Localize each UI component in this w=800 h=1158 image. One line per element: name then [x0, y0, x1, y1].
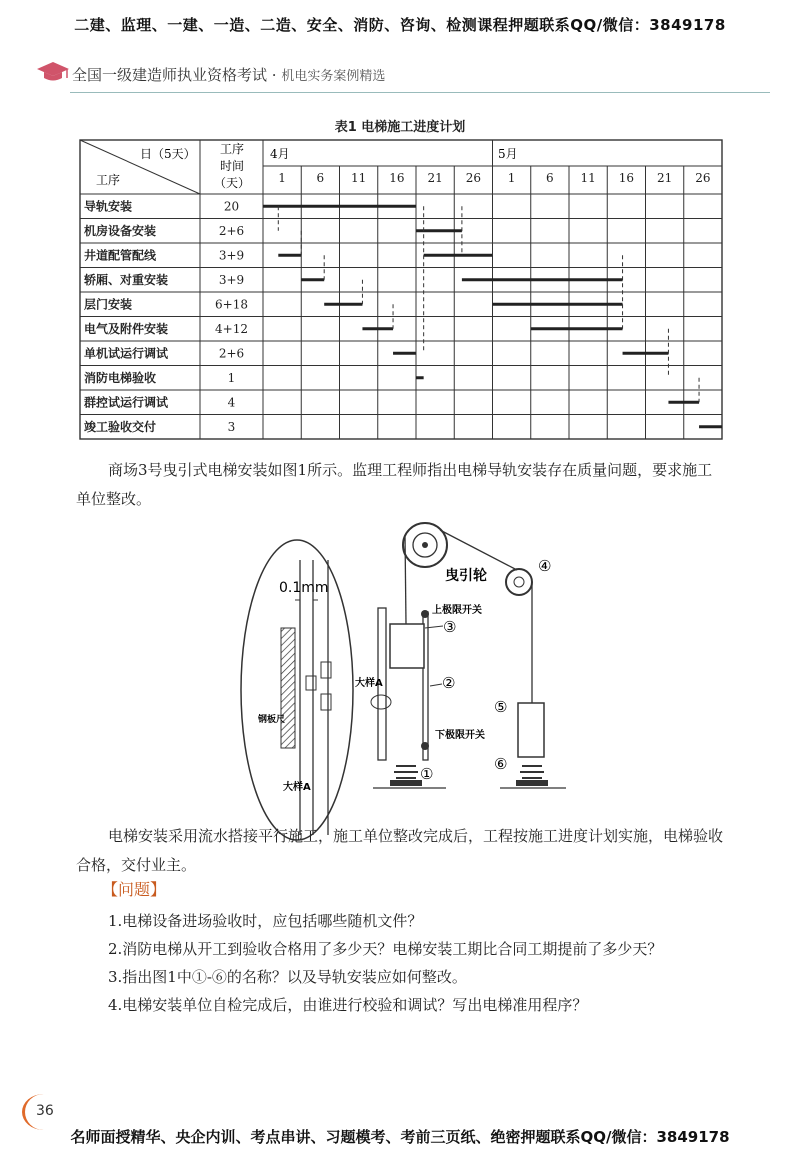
- task-name: 竣工验收交付: [84, 419, 157, 434]
- marker-5: ⑤: [494, 698, 508, 716]
- task-name: 轿厢、对重安装: [84, 272, 169, 287]
- task-name: 导轨安装: [84, 199, 133, 214]
- marker-1: ①: [420, 765, 434, 783]
- elevator-figure: [241, 523, 566, 840]
- title-separator: ·: [271, 66, 277, 84]
- gap-label: 0.1mm: [279, 580, 329, 596]
- marker-3: ③: [443, 618, 457, 636]
- top-banner: 二建、监理、一建、一造、二造、安全、消防、咨询、检测课程押题联系QQ/微信：3849178: [74, 16, 726, 34]
- lower-limit-switch: [421, 742, 429, 750]
- task-name: 机房设备安装: [84, 223, 157, 238]
- detail-a-marker-label: 大样A: [355, 678, 383, 689]
- day-label: 1: [507, 171, 516, 185]
- task-duration: 2+6: [218, 346, 245, 361]
- bottom-banner: 名师面授精华、央企内训、考点串讲、习题模考、考前三页纸、绝密押题联系QQ/微信：3849178: [70, 1128, 730, 1146]
- questions-title: 【问题】: [102, 880, 167, 899]
- upper-limit-label: 上极限开关: [432, 605, 482, 616]
- task-duration: 3: [227, 419, 236, 434]
- month-april: 4月: [270, 147, 290, 161]
- task-name: 电气及附件安装: [84, 321, 169, 336]
- task-duration: 20: [223, 199, 240, 214]
- task-name: 层门安装: [84, 297, 133, 312]
- marker-6: ⑥: [494, 755, 508, 773]
- guide-shoe-upper: [321, 662, 331, 678]
- day-label: 26: [695, 171, 711, 185]
- book-title-text: 全国一级建造师执业资格考试: [72, 66, 268, 84]
- diverter-sheave: [506, 569, 532, 595]
- guide-shoe-lower: [321, 694, 331, 710]
- day-label: 21: [427, 171, 443, 185]
- car-buffer: [394, 766, 418, 778]
- counterweight-buffer: [520, 766, 544, 778]
- question-4: 4.电梯安装单位自检完成后，由谁进行校验和调试？写出电梯准用程序？: [108, 996, 588, 1014]
- marker-2: ②: [442, 674, 456, 692]
- day-label: 6: [546, 171, 554, 185]
- day-label: 16: [618, 171, 635, 185]
- task-name: 单机试运行调试: [84, 346, 169, 361]
- day-label: 6: [316, 171, 325, 185]
- day-label: 26: [465, 171, 482, 185]
- question-2: 2.消防电梯从开工到验收合格用了多少天？电梯安装工期比合同工期提前了多少天？: [108, 940, 663, 958]
- marker-4: ④: [538, 557, 552, 575]
- task-duration: 3+9: [218, 248, 245, 263]
- task-name: 井道配管配线: [84, 248, 157, 263]
- task-duration: 3+9: [218, 272, 245, 287]
- task-duration: 2+6: [218, 223, 245, 238]
- day-label: 21: [656, 171, 673, 185]
- detail-a-label: 大样A: [283, 782, 311, 793]
- paragraph-1: 商场3号曳引式电梯安装如图1所示。监理工程师指出电梯导轨安装存在质量问题，要求施工单位整改。: [76, 461, 713, 508]
- hoist-rope-car: [405, 535, 406, 624]
- sheave-label: 曳引轮: [445, 568, 487, 584]
- plate-label: 钢板尺: [258, 715, 286, 725]
- question-1: 1.电梯设备进场验收时，应包括哪些随机文件？: [108, 912, 423, 930]
- lower-limit-label: 下极限开关: [435, 730, 485, 741]
- task-duration: 6+18: [215, 297, 248, 312]
- paragraph-2: 电梯安装采用流水搭接平行施工，施工单位整改完成后，工程按施工进度计划实施，电梯验收合格，交付业主。: [76, 827, 724, 874]
- book-subtitle: 机电实务案例精选: [281, 69, 386, 84]
- task-name: 消防电梯验收: [84, 370, 157, 385]
- duration-header-2: 时间: [219, 159, 245, 173]
- corner-top-label: 日（5天）: [140, 147, 196, 161]
- duration-header-1: 工序: [219, 142, 245, 156]
- month-may: 5月: [498, 147, 518, 161]
- elevator-car: [390, 624, 424, 668]
- task-duration: 4: [227, 395, 236, 410]
- table-caption: 表1 电梯施工进度计划: [334, 120, 466, 135]
- page-number: 36: [36, 1103, 54, 1119]
- corner-bottom-label: 工序: [96, 173, 121, 187]
- steel-plate-ruler: [281, 628, 295, 748]
- task-name: 群控试运行调试: [84, 395, 169, 410]
- day-label: 11: [580, 171, 596, 185]
- question-3: 3.指出图1中①-⑥的名称？以及导轨安装应如何整改。: [108, 968, 467, 986]
- duration-header-3: （天）: [213, 176, 251, 190]
- detail-a-marker: [371, 695, 391, 709]
- task-duration: 1: [227, 370, 236, 385]
- day-label: 16: [389, 171, 405, 185]
- day-label: 1: [278, 171, 286, 185]
- upper-limit-switch: [421, 610, 429, 618]
- day-label: 11: [350, 171, 367, 185]
- counterweight: [518, 703, 544, 757]
- task-duration: 4+12: [215, 321, 248, 336]
